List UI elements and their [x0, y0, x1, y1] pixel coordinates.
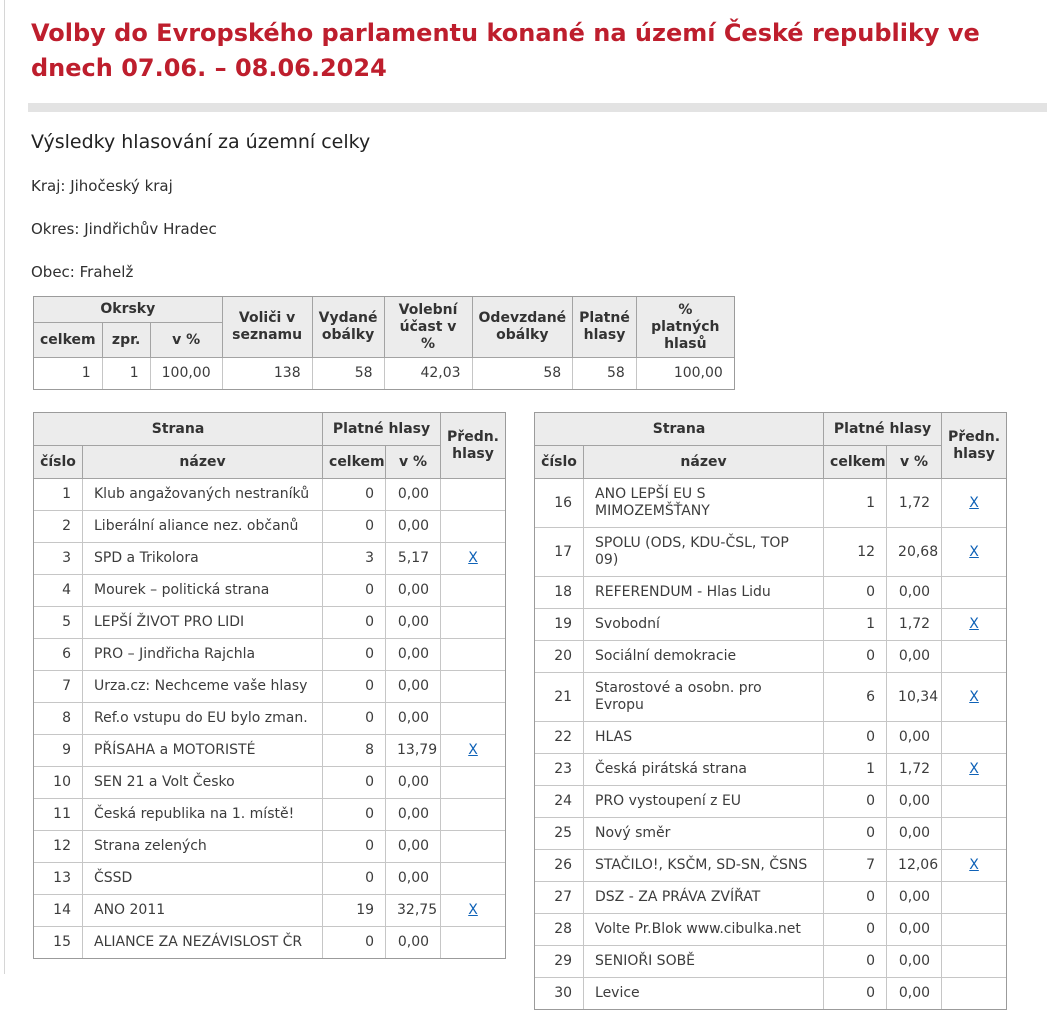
party-number: 22: [535, 722, 584, 754]
party-votes-pct: 0,00: [386, 799, 441, 831]
vpct-header: v %: [386, 446, 441, 479]
pref-votes-link[interactable]: X: [468, 550, 478, 566]
pref-votes-cell: [942, 609, 1007, 641]
party-name: ANO 2011: [83, 895, 323, 927]
party-votes-pct: 0,00: [386, 927, 441, 959]
party-votes-pct: 0,00: [887, 722, 942, 754]
vpct-header: v %: [887, 446, 942, 479]
party-votes-pct: 1,72: [887, 609, 942, 641]
party-row: [535, 882, 1007, 914]
party-number: 11: [34, 799, 83, 831]
cislo-header: číslo: [535, 446, 584, 479]
pref-votes-cell: [441, 767, 506, 799]
party-number: 20: [535, 641, 584, 673]
party-row: [34, 735, 506, 767]
party-row: [34, 639, 506, 671]
party-number: 4: [34, 575, 83, 607]
party-votes-total: 0: [824, 786, 887, 818]
party-row: [535, 786, 1007, 818]
party-number: 10: [34, 767, 83, 799]
party-row: [535, 641, 1007, 673]
odevzdane-obalky-value: 58: [472, 358, 573, 390]
pref-votes-link[interactable]: X: [468, 742, 478, 758]
party-votes-pct: 32,75: [386, 895, 441, 927]
party-votes-total: 0: [323, 799, 386, 831]
pref-votes-cell: [942, 882, 1007, 914]
cislo-header: číslo: [34, 446, 83, 479]
party-name: HLAS: [584, 722, 824, 754]
section-heading: Výsledky hlasování za územní celky: [31, 131, 371, 153]
party-number: 30: [535, 978, 584, 1010]
party-votes-total: 3: [323, 543, 386, 575]
pref-votes-link[interactable]: X: [969, 761, 979, 777]
party-votes-total: 1: [824, 754, 887, 786]
party-name: Česká pirátská strana: [584, 754, 824, 786]
party-votes-pct: 1,72: [887, 754, 942, 786]
party-votes-total: 0: [323, 831, 386, 863]
party-results-table-left: [33, 412, 506, 959]
okrsky-zpr-header: zpr.: [102, 323, 150, 358]
party-row: [535, 577, 1007, 609]
pref-votes-cell: [441, 607, 506, 639]
party-votes-pct: 0,00: [386, 703, 441, 735]
party-row: [535, 673, 1007, 722]
party-name: REFERENDUM - Hlas Lidu: [584, 577, 824, 609]
party-number: 3: [34, 543, 83, 575]
party-name: SENIOŘI SOBĚ: [584, 946, 824, 978]
party-votes-total: 0: [824, 577, 887, 609]
party-name: Nový směr: [584, 818, 824, 850]
party-row: [535, 754, 1007, 786]
pref-votes-link[interactable]: X: [969, 543, 979, 560]
kraj-line: [31, 177, 1047, 196]
party-name: SPD a Trikolora: [83, 543, 323, 575]
party-votes-total: 1: [824, 609, 887, 641]
party-votes-pct: 0,00: [386, 831, 441, 863]
party-votes-pct: 0,00: [386, 607, 441, 639]
pct-platnych-header: % platných hlasů: [636, 297, 734, 358]
party-row: [535, 850, 1007, 882]
party-number: 16: [535, 479, 584, 528]
party-row: [34, 479, 506, 511]
party-number: 9: [34, 735, 83, 767]
party-name: Mourek – politická strana: [83, 575, 323, 607]
party-name: SPOLU (ODS, KDU-ČSL, TOP 09): [584, 528, 824, 577]
party-votes-total: 0: [323, 927, 386, 959]
party-name: Starostové a osobn. pro Evropu: [584, 673, 824, 722]
pref-votes-cell: [441, 575, 506, 607]
okrsky-celkem-header: celkem: [34, 323, 103, 358]
party-row: [34, 511, 506, 543]
pref-votes-cell: [942, 786, 1007, 818]
party-number: 21: [535, 673, 584, 722]
pref-votes-link[interactable]: X: [969, 494, 979, 511]
volebni-ucast-value: 42,03: [384, 358, 472, 390]
vydane-obalky-header: Vydané obálky: [312, 297, 384, 358]
party-results-table-right: [534, 412, 1007, 1010]
okrsky-group-header: Okrsky: [34, 297, 223, 323]
party-number: 12: [34, 831, 83, 863]
party-row: [34, 671, 506, 703]
pref-votes-link[interactable]: X: [969, 857, 979, 873]
obec-label: Obec:: [31, 263, 75, 281]
pref-votes-cell: [942, 577, 1007, 609]
party-votes-total: 0: [323, 671, 386, 703]
party-votes-total: 0: [323, 767, 386, 799]
party-votes-total: 0: [824, 946, 887, 978]
party-votes-pct: 0,00: [386, 511, 441, 543]
party-row: [34, 895, 506, 927]
party-votes-pct: 0,00: [386, 575, 441, 607]
okrsky-celkem-value: 1: [34, 358, 103, 390]
pref-votes-cell: [942, 722, 1007, 754]
party-votes-total: 0: [323, 479, 386, 511]
pref-votes-cell: [942, 673, 1007, 722]
okrsky-zpr-value: 1: [102, 358, 150, 390]
summary-row: [34, 358, 735, 390]
party-votes-pct: 0,00: [887, 786, 942, 818]
party-row: [535, 722, 1007, 754]
party-votes-total: 0: [323, 607, 386, 639]
pref-votes-cell: [942, 528, 1007, 577]
party-number: 5: [34, 607, 83, 639]
page-left-edge-divider: [4, 0, 5, 974]
platne-hlasy-group-header: Platné hlasy: [824, 413, 942, 446]
party-number: 29: [535, 946, 584, 978]
party-row: [535, 609, 1007, 641]
party-number: 25: [535, 818, 584, 850]
pref-votes-cell: [441, 639, 506, 671]
party-votes-pct: 12,06: [887, 850, 942, 882]
page-title: Volby do Evropského parlamentu konané na území České republiky ve dnech 07.06. – 08.06.2024: [31, 19, 980, 82]
party-row: [535, 914, 1007, 946]
party-votes-pct: 0,00: [386, 639, 441, 671]
party-votes-pct: 0,00: [887, 818, 942, 850]
party-votes-total: 0: [824, 641, 887, 673]
party-name: Klub angažovaných nestraníků: [83, 479, 323, 511]
pref-votes-cell: [441, 927, 506, 959]
platne-hlasy-group-header: Platné hlasy: [323, 413, 441, 446]
party-votes-pct: 0,00: [887, 978, 942, 1010]
party-number: 7: [34, 671, 83, 703]
party-name: SEN 21 a Volt Česko: [83, 767, 323, 799]
party-row: [34, 543, 506, 575]
party-tables-container: [33, 412, 1047, 1010]
party-name: Ref.o vstupu do EU bylo zman.: [83, 703, 323, 735]
party-row: [34, 703, 506, 735]
party-name: PRO vystoupení z EU: [584, 786, 824, 818]
party-name: Liberální aliance nez. občanů: [83, 511, 323, 543]
pref-votes-cell: [942, 946, 1007, 978]
okres-line: [31, 220, 1047, 239]
pref-votes-cell: [942, 978, 1007, 1010]
party-row: [34, 831, 506, 863]
volebni-ucast-header: Volební účast v %: [384, 297, 472, 358]
party-votes-pct: 0,00: [887, 882, 942, 914]
party-name: ANO LEPŠÍ EU S MIMOZEMŠŤANY: [584, 479, 824, 528]
pref-votes-link[interactable]: X: [969, 688, 979, 705]
vydane-obalky-value: 58: [312, 358, 384, 390]
party-name: Svobodní: [584, 609, 824, 641]
pref-votes-cell: [942, 850, 1007, 882]
pref-votes-cell: [942, 914, 1007, 946]
party-row: [34, 927, 506, 959]
party-name: Volte Pr.Blok www.cibulka.net: [584, 914, 824, 946]
okrsky-vpct-value: 100,00: [150, 358, 222, 390]
strana-group-header: Strana: [535, 413, 824, 446]
platne-hlasy-value: 58: [573, 358, 637, 390]
volici-value: 138: [222, 358, 312, 390]
party-votes-pct: 10,34: [887, 673, 942, 722]
party-votes-total: 0: [323, 639, 386, 671]
party-votes-total: 0: [824, 882, 887, 914]
party-number: 1: [34, 479, 83, 511]
predn-hlasy-header: Předn. hlasy: [441, 413, 506, 479]
party-votes-pct: 0,00: [386, 479, 441, 511]
party-name: Urza.cz: Nechceme vaše hlasy: [83, 671, 323, 703]
party-row: [535, 946, 1007, 978]
party-number: 28: [535, 914, 584, 946]
party-number: 27: [535, 882, 584, 914]
party-votes-pct: 0,00: [386, 767, 441, 799]
party-votes-total: 0: [824, 722, 887, 754]
party-name: STAČILO!, KSČM, SD-SN, ČSNS: [584, 850, 824, 882]
party-name: ČSSD: [83, 863, 323, 895]
party-name: DSZ - ZA PRÁVA ZVÍŘAT: [584, 882, 824, 914]
party-row: [535, 528, 1007, 577]
party-votes-total: 0: [323, 863, 386, 895]
pref-votes-cell: [942, 754, 1007, 786]
party-name: Levice: [584, 978, 824, 1010]
obec-value: Frahelž: [79, 263, 134, 281]
party-row: [34, 575, 506, 607]
party-row: [535, 818, 1007, 850]
party-votes-total: 0: [323, 575, 386, 607]
party-votes-total: 1: [824, 479, 887, 528]
party-name: ALIANCE ZA NEZÁVISLOST ČR: [83, 927, 323, 959]
party-votes-total: 19: [323, 895, 386, 927]
obec-line: [31, 263, 1047, 282]
pref-votes-cell: [942, 818, 1007, 850]
kraj-label: Kraj:: [31, 177, 66, 195]
party-votes-total: 0: [824, 978, 887, 1010]
pref-votes-cell: [441, 703, 506, 735]
okres-label: Okres:: [31, 220, 80, 238]
party-votes-total: 12: [824, 528, 887, 577]
pref-votes-link[interactable]: X: [969, 616, 979, 632]
party-row: [34, 767, 506, 799]
pref-votes-cell: [441, 543, 506, 575]
title-divider: [28, 103, 1047, 112]
party-number: 8: [34, 703, 83, 735]
party-number: 18: [535, 577, 584, 609]
party-votes-pct: 0,00: [386, 863, 441, 895]
pref-votes-link[interactable]: X: [468, 902, 478, 918]
party-row: [535, 978, 1007, 1010]
odevzdane-obalky-header: Odevzdané obálky: [472, 297, 573, 358]
celkem-header: celkem: [323, 446, 386, 479]
party-number: 13: [34, 863, 83, 895]
party-name: Česká republika na 1. místě!: [83, 799, 323, 831]
party-name: PRO – Jindřicha Rajchla: [83, 639, 323, 671]
party-votes-pct: 0,00: [887, 914, 942, 946]
kraj-value: Jihočeský kraj: [70, 177, 173, 195]
party-row: [34, 799, 506, 831]
strana-group-header: Strana: [34, 413, 323, 446]
party-number: 2: [34, 511, 83, 543]
pref-votes-cell: [942, 479, 1007, 528]
party-row: [34, 607, 506, 639]
party-votes-pct: 0,00: [887, 577, 942, 609]
nazev-header: název: [83, 446, 323, 479]
okrsky-vpct-header: v %: [150, 323, 222, 358]
pref-votes-cell: [441, 895, 506, 927]
party-votes-pct: 5,17: [386, 543, 441, 575]
party-name: PŘÍSAHA a MOTORISTÉ: [83, 735, 323, 767]
party-number: 26: [535, 850, 584, 882]
party-votes-total: 7: [824, 850, 887, 882]
party-number: 14: [34, 895, 83, 927]
pct-platnych-value: 100,00: [636, 358, 734, 390]
party-votes-pct: 13,79: [386, 735, 441, 767]
party-votes-total: 8: [323, 735, 386, 767]
party-name: Sociální demokracie: [584, 641, 824, 673]
party-votes-pct: 0,00: [887, 641, 942, 673]
celkem-header: celkem: [824, 446, 887, 479]
pref-votes-cell: [942, 641, 1007, 673]
party-votes-pct: 20,68: [887, 528, 942, 577]
okres-value: Jindřichův Hradec: [84, 220, 217, 238]
platne-hlasy-header: Platné hlasy: [573, 297, 637, 358]
pref-votes-cell: [441, 479, 506, 511]
pref-votes-cell: [441, 799, 506, 831]
party-votes-total: 0: [323, 703, 386, 735]
party-number: 15: [34, 927, 83, 959]
pref-votes-cell: [441, 863, 506, 895]
pref-votes-cell: [441, 735, 506, 767]
party-number: 6: [34, 639, 83, 671]
party-name: LEPŠÍ ŽIVOT PRO LIDI: [83, 607, 323, 639]
party-number: 17: [535, 528, 584, 577]
party-name: Strana zelených: [83, 831, 323, 863]
party-number: 24: [535, 786, 584, 818]
turnout-summary-table: [33, 296, 735, 390]
pref-votes-cell: [441, 671, 506, 703]
party-row: [535, 479, 1007, 528]
predn-hlasy-header: Předn. hlasy: [942, 413, 1007, 479]
party-votes-total: 0: [824, 818, 887, 850]
party-votes-total: 0: [824, 914, 887, 946]
party-votes-pct: 1,72: [887, 479, 942, 528]
party-row: [34, 863, 506, 895]
party-votes-total: 0: [323, 511, 386, 543]
nazev-header: název: [584, 446, 824, 479]
volici-header: Voliči v seznamu: [222, 297, 312, 358]
party-votes-pct: 0,00: [887, 946, 942, 978]
party-votes-total: 6: [824, 673, 887, 722]
pref-votes-cell: [441, 511, 506, 543]
party-number: 23: [535, 754, 584, 786]
pref-votes-cell: [441, 831, 506, 863]
party-number: 19: [535, 609, 584, 641]
party-votes-pct: 0,00: [386, 671, 441, 703]
